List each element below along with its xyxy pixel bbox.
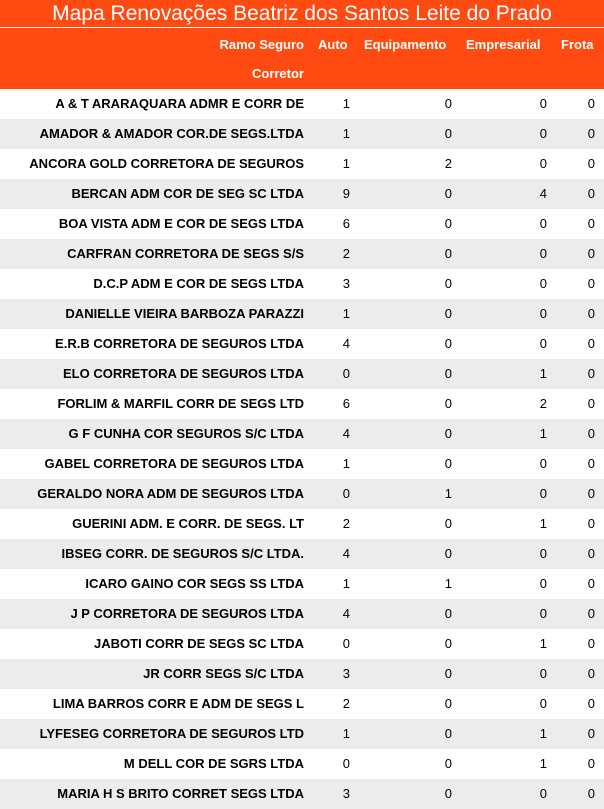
empresarial-count: 0 (539, 606, 547, 621)
corretor-name: M DELL COR DE SGRS LTDA (123, 756, 304, 771)
corretor-name: G F CUNHA COR SEGUROS S/C LTDA (68, 426, 304, 441)
auto-count: 1 (342, 456, 350, 471)
equipamento-count: 0 (444, 396, 452, 411)
empresarial-count: 0 (539, 696, 547, 711)
frota-count: 0 (587, 696, 595, 711)
auto-count: 1 (342, 306, 350, 321)
table-row (0, 359, 604, 389)
table-row (0, 569, 604, 599)
frota-count: 0 (587, 636, 595, 651)
empresarial-count: 1 (539, 366, 547, 381)
corretor-name: ANCORA GOLD CORRETORA DE SEGUROS (29, 156, 304, 171)
table-row (0, 299, 604, 329)
frota-count: 0 (587, 186, 595, 201)
corretor-name: D.C.P ADM E COR DE SEGS LTDA (93, 276, 304, 291)
table-row (0, 389, 604, 419)
frota-count: 0 (587, 516, 595, 531)
auto-count: 6 (342, 396, 350, 411)
page-title: Mapa Renovações Beatriz dos Santos Leite do Prado (0, 0, 604, 27)
auto-count: 3 (342, 786, 350, 801)
frota-count: 0 (587, 456, 595, 471)
corretor-name: CARFRAN CORRETORA DE SEGS S/S (67, 246, 304, 261)
table-row (0, 269, 604, 299)
equipamento-count: 1 (444, 486, 452, 501)
frota-count: 0 (587, 666, 595, 681)
frota-count: 0 (587, 756, 595, 771)
equipamento-count: 0 (444, 216, 452, 231)
empresarial-count: 1 (539, 516, 547, 531)
auto-count: 3 (342, 666, 350, 681)
auto-count: 4 (342, 336, 350, 351)
corretor-name: FORLIM & MARFIL CORR DE SEGS LTD (57, 396, 304, 411)
frota-count: 0 (587, 96, 595, 111)
table-row (0, 539, 604, 569)
auto-count: 4 (342, 606, 350, 621)
auto-count: 2 (342, 246, 350, 261)
empresarial-count: 4 (539, 186, 547, 201)
corretor-name: DANIELLE VIEIRA BARBOZA PARAZZI (65, 306, 304, 321)
frota-count: 0 (587, 126, 595, 141)
empresarial-count: 0 (539, 486, 547, 501)
table-row (0, 629, 604, 659)
frota-count: 0 (587, 726, 595, 741)
auto-count: 1 (342, 156, 350, 171)
equipamento-count: 0 (444, 366, 452, 381)
empresarial-count: 0 (539, 306, 547, 321)
empresarial-count: 0 (539, 246, 547, 261)
table-row (0, 479, 604, 509)
auto-count: 1 (342, 576, 350, 591)
auto-count: 0 (342, 756, 350, 771)
corretor-name: LIMA BARROS CORR E ADM DE SEGS L (52, 696, 304, 711)
equipamento-count: 0 (444, 276, 452, 291)
corretor-name: MARIA H S BRITO CORRET SEGS LTDA (57, 786, 304, 801)
equipamento-count: 0 (444, 546, 452, 561)
auto-count: 3 (342, 276, 350, 291)
corretor-name: AMADOR & AMADOR COR.DE SEGS.LTDA (39, 126, 304, 141)
auto-count: 1 (342, 126, 350, 141)
empresarial-count: 1 (539, 756, 547, 771)
equipamento-count: 0 (444, 756, 452, 771)
equipamento-count: 0 (444, 96, 452, 111)
table-row (0, 689, 604, 719)
header-empresarial: Empresarial (466, 37, 541, 52)
equipamento-count: 1 (444, 576, 452, 591)
table-row (0, 419, 604, 449)
equipamento-count: 0 (444, 666, 452, 681)
auto-count: 0 (342, 636, 350, 651)
empresarial-count: 0 (539, 546, 547, 561)
corretor-name: GABEL CORRETORA DE SEGUROS LTDA (44, 456, 304, 471)
table-row (0, 749, 604, 779)
equipamento-count: 0 (444, 426, 452, 441)
table-row (0, 209, 604, 239)
empresarial-count: 1 (539, 636, 547, 651)
empresarial-count: 0 (539, 276, 547, 291)
frota-count: 0 (587, 486, 595, 501)
frota-count: 0 (587, 216, 595, 231)
corretor-name: IBSEG CORR. DE SEGUROS S/C LTDA. (61, 546, 304, 561)
empresarial-count: 0 (539, 336, 547, 351)
equipamento-count: 0 (444, 456, 452, 471)
table-row (0, 599, 604, 629)
corretor-name: J P CORRETORA DE SEGUROS LTDA (70, 606, 304, 621)
empresarial-count: 0 (539, 786, 547, 801)
auto-count: 0 (342, 366, 350, 381)
frota-count: 0 (587, 546, 595, 561)
empresarial-count: 0 (539, 96, 547, 111)
table-row (0, 449, 604, 479)
frota-count: 0 (587, 396, 595, 411)
empresarial-count: 2 (539, 396, 547, 411)
frota-count: 0 (587, 246, 595, 261)
frota-count: 0 (587, 156, 595, 171)
frota-count: 0 (587, 306, 595, 321)
corretor-name: A & T ARARAQUARA ADMR E CORR DE (55, 96, 304, 111)
equipamento-count: 2 (444, 156, 452, 171)
frota-count: 0 (587, 336, 595, 351)
auto-count: 1 (342, 726, 350, 741)
auto-count: 9 (342, 186, 350, 201)
empresarial-count: 1 (539, 426, 547, 441)
auto-count: 2 (342, 696, 350, 711)
auto-count: 1 (342, 96, 350, 111)
corretor-name: BERCAN ADM COR DE SEG SC LTDA (71, 186, 304, 201)
corretor-name: LYFESEG CORRETORA DE SEGUROS LTD (39, 726, 304, 741)
corretor-name: GUERINI ADM. E CORR. DE SEGS. LT (72, 516, 304, 531)
corretor-name: ELO CORRETORA DE SEGUROS LTDA (63, 366, 304, 381)
table-row (0, 719, 604, 749)
auto-count: 2 (342, 516, 350, 531)
corretor-name: GERALDO NORA ADM DE SEGUROS LTDA (37, 486, 304, 501)
equipamento-count: 0 (444, 606, 452, 621)
header-corretor: Corretor (251, 66, 304, 81)
auto-count: 0 (342, 486, 350, 501)
header-equipamento: Equipamento (364, 37, 447, 52)
equipamento-count: 0 (444, 516, 452, 531)
empresarial-count: 1 (539, 726, 547, 741)
header-frota: Frota (561, 37, 594, 52)
table-body (0, 89, 604, 809)
empresarial-count: 0 (539, 216, 547, 231)
table-header (0, 27, 604, 89)
table-row (0, 659, 604, 689)
corretor-name: ICARO GAINO COR SEGS SS LTDA (85, 576, 304, 591)
equipamento-count: 0 (444, 246, 452, 261)
empresarial-count: 0 (539, 126, 547, 141)
header-auto: Auto (318, 37, 348, 52)
table-row (0, 779, 604, 809)
corretor-name: JABOTI CORR DE SEGS SC LTDA (94, 636, 304, 651)
table-row (0, 149, 604, 179)
equipamento-count: 0 (444, 786, 452, 801)
equipamento-count: 0 (444, 126, 452, 141)
empresarial-count: 0 (539, 576, 547, 591)
corretor-name: BOA VISTA ADM E COR DE SEGS LTDA (58, 216, 304, 231)
table-row (0, 329, 604, 359)
equipamento-count: 0 (444, 306, 452, 321)
empresarial-count: 0 (539, 456, 547, 471)
equipamento-count: 0 (444, 696, 452, 711)
corretor-name: JR CORR SEGS S/C LTDA (143, 666, 304, 681)
table-row (0, 509, 604, 539)
empresarial-count: 0 (539, 666, 547, 681)
empresarial-count: 0 (539, 156, 547, 171)
equipamento-count: 0 (444, 186, 452, 201)
auto-count: 6 (342, 216, 350, 231)
table-row (0, 179, 604, 209)
frota-count: 0 (587, 426, 595, 441)
frota-count: 0 (587, 786, 595, 801)
equipamento-count: 0 (444, 336, 452, 351)
header-ramo-seguro: Ramo Seguro (219, 37, 304, 52)
equipamento-count: 0 (444, 726, 452, 741)
auto-count: 4 (342, 546, 350, 561)
table-row (0, 89, 604, 119)
table-row (0, 119, 604, 149)
frota-count: 0 (587, 366, 595, 381)
frota-count: 0 (587, 276, 595, 291)
table-row (0, 239, 604, 269)
frota-count: 0 (587, 576, 595, 591)
equipamento-count: 0 (444, 636, 452, 651)
auto-count: 4 (342, 426, 350, 441)
frota-count: 0 (587, 606, 595, 621)
corretor-name: E.R.B CORRETORA DE SEGUROS LTDA (55, 336, 304, 351)
